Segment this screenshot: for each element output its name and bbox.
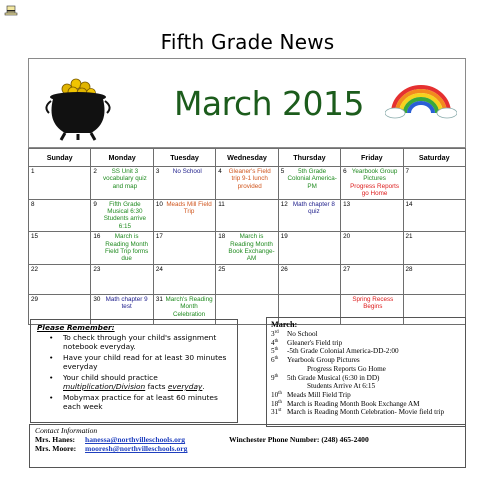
calendar-day-cell xyxy=(341,167,403,200)
contact-box xyxy=(29,424,466,468)
calendar-events xyxy=(165,201,213,216)
march-event-text: March is Reading Month Celebration- Movie field trip xyxy=(287,408,445,417)
day-header-saturday: Saturday xyxy=(403,149,465,167)
teacher-email-link[interactable]: mooresh@northvilleschools.org xyxy=(85,444,188,454)
march-event-text: 5th Grade Musical (6:30 in DD) xyxy=(287,373,380,382)
calendar-day-cell xyxy=(278,232,340,265)
march-event-day-suffix: th xyxy=(274,356,279,362)
day-number: 19 xyxy=(280,233,288,241)
calendar-cell-content xyxy=(406,201,463,208)
calendar-events xyxy=(411,168,463,175)
calendar-cell-content xyxy=(281,233,338,240)
day-header-friday: Friday xyxy=(341,149,403,167)
calendar-events xyxy=(37,201,89,208)
calendar-events xyxy=(224,168,276,190)
march-event-item xyxy=(271,347,461,356)
calendar-day-cell xyxy=(278,199,340,232)
calendar-events xyxy=(165,233,213,240)
calendar-cell-content xyxy=(156,168,213,175)
day-number: 11 xyxy=(218,200,225,208)
calendar-day-cell xyxy=(91,264,153,294)
march-event-item xyxy=(271,356,461,365)
march-event-item xyxy=(271,408,461,417)
march-event-day-suffix: st xyxy=(278,408,282,414)
day-number: 1 xyxy=(31,168,35,175)
calendar-event: 5th Grade Colonial America-PM xyxy=(287,168,337,190)
day-number: 13 xyxy=(343,200,351,208)
calendar-day-cell xyxy=(341,199,403,232)
calendar-events xyxy=(165,266,213,273)
calendar-day-cell xyxy=(91,199,153,232)
march-event-text: Gleaner's Field trip xyxy=(287,338,343,347)
day-number: 10 xyxy=(155,200,163,208)
day-header-tuesday: Tuesday xyxy=(153,149,215,167)
calendar-week-row xyxy=(29,264,466,294)
remember-item: • To check through your child's assignment notebook everyday. xyxy=(37,333,231,351)
day-number: 16 xyxy=(93,233,101,241)
calendar-day-cell xyxy=(216,199,278,232)
calendar-day-cell xyxy=(278,264,340,294)
march-event-day: 10 xyxy=(271,390,279,399)
day-number: 15 xyxy=(31,233,39,241)
calendar-cell-content xyxy=(31,296,88,303)
calendar-cell-content xyxy=(156,266,213,273)
calendar-day-cell xyxy=(153,199,215,232)
march-event-day-suffix: th xyxy=(274,347,279,353)
day-number: 6 xyxy=(343,168,347,175)
calendar-events xyxy=(227,201,276,208)
day-number: 28 xyxy=(405,265,413,273)
day-number: 25 xyxy=(218,265,226,273)
march-event-date xyxy=(271,391,287,400)
calendar-event: SS Unit 3 vocabulary quiz and map xyxy=(103,168,147,190)
calendar-events xyxy=(102,296,150,311)
calendar-event: Math chapter 9 test xyxy=(105,295,148,311)
newsletter-title: Fifth Grade News xyxy=(160,30,335,54)
day-number: 21 xyxy=(405,233,413,241)
remember-item-emphasis: multiplication/Division xyxy=(63,382,146,391)
day-number: 12 xyxy=(280,200,288,208)
calendar-day-cell xyxy=(29,167,91,200)
calendar-cell-content xyxy=(156,296,213,318)
day-number: 26 xyxy=(280,265,288,273)
calendar-events xyxy=(102,266,150,273)
calendar-events xyxy=(102,233,150,263)
calendar-event: Math chapter 8 quiz xyxy=(292,200,335,216)
calendar-events xyxy=(290,201,338,216)
march-event-date xyxy=(271,408,287,417)
calendar-cell-content xyxy=(31,266,88,273)
calendar-day-cell xyxy=(403,199,465,232)
please-remember-box xyxy=(30,319,238,423)
calendar-events xyxy=(352,233,400,240)
calendar-events xyxy=(415,201,463,208)
march-event-date xyxy=(271,347,287,356)
calendar-day-cell xyxy=(91,167,153,200)
calendar-cell-content xyxy=(93,266,150,273)
march-event-text: Yearbook Group Pictures xyxy=(287,356,360,365)
march-event-day: 18 xyxy=(271,399,279,408)
march-event-date xyxy=(271,374,287,383)
calendar-header-row xyxy=(29,149,466,167)
march-event-day: 5 xyxy=(271,347,275,356)
calendar-cell-content xyxy=(93,233,150,263)
calendar-body xyxy=(29,167,466,325)
leprechaun-hat-icon xyxy=(4,4,18,18)
calendar-events xyxy=(99,168,151,190)
day-header-wednesday: Wednesday xyxy=(216,149,278,167)
calendar-cell-content xyxy=(93,201,150,231)
calendar-day-cell xyxy=(403,167,465,200)
calendar-cell-content xyxy=(218,266,275,273)
calendar-cell-content xyxy=(31,168,88,175)
calendar-events xyxy=(40,296,88,303)
contact-row xyxy=(35,435,460,444)
calendar-week-row xyxy=(29,232,466,265)
calendar-events xyxy=(290,233,338,240)
march-event-day-suffix: rd xyxy=(274,330,279,335)
calendar-day-cell xyxy=(403,264,465,294)
rainbow-icon xyxy=(385,79,457,119)
day-number: 14 xyxy=(405,200,413,208)
month-banner xyxy=(28,58,466,148)
calendar-week-row xyxy=(29,199,466,232)
calendar-events xyxy=(290,266,338,273)
march-event-text: Meads Mill Field Trip xyxy=(287,390,351,399)
calendar-event: Spring Recess Begins xyxy=(352,295,394,311)
teacher-name: Mrs. Hanes: xyxy=(35,435,76,445)
calendar-event: March's Reading Month Celebration xyxy=(165,295,213,318)
march-events-list xyxy=(271,330,461,417)
day-number: 7 xyxy=(405,168,410,175)
march-event-day: 4 xyxy=(271,338,275,347)
contact-row xyxy=(35,444,460,453)
calendar-day-cell xyxy=(153,167,215,200)
calendar-day-cell xyxy=(29,199,91,232)
calendar-day-cell xyxy=(278,167,340,200)
teacher-email-link[interactable]: hanessa@northvilleschools.org xyxy=(85,435,186,445)
day-number: 30 xyxy=(93,295,101,303)
calendar-events xyxy=(352,266,400,273)
day-number: 29 xyxy=(31,295,39,303)
calendar-cell-content xyxy=(156,233,213,240)
march-events-box xyxy=(266,317,466,427)
school-phone: Winchester Phone Number: (248) 465-2400 xyxy=(229,435,369,445)
march-event-item xyxy=(271,365,461,374)
day-header-monday: Monday xyxy=(91,149,153,167)
march-events-title: March: xyxy=(271,320,298,329)
march-event-text: March is Reading Month Book Exchange AM xyxy=(287,399,420,408)
remember-item: • Mobymax practice for at least 60 minutes each week xyxy=(37,393,231,411)
contact-title: Contact Information xyxy=(35,426,98,435)
march-event-text: Students Arrive At 6:15 xyxy=(307,382,376,391)
remember-item-text: . xyxy=(202,382,205,391)
march-event-date xyxy=(271,330,287,339)
calendar-event: Fifth Grade Musical 6:30 Students arrive 6:15 xyxy=(103,200,147,230)
calendar-events xyxy=(352,201,400,208)
calendar-events xyxy=(37,168,89,175)
march-event-date xyxy=(271,339,287,348)
calendar-events xyxy=(161,168,213,175)
day-header-sunday: Sunday xyxy=(29,149,91,167)
calendar-events xyxy=(227,266,275,273)
day-number: 23 xyxy=(93,265,101,273)
please-remember-title: Please Remember: xyxy=(37,323,115,332)
march-event-day: 6 xyxy=(271,356,275,365)
calendar-cell-content xyxy=(406,233,463,240)
calendar-cell-content xyxy=(281,266,338,273)
march-event-day: 31 xyxy=(271,408,279,417)
calendar-day-cell xyxy=(91,232,153,265)
calendar-cell-content xyxy=(156,201,213,216)
calendar-cell-content xyxy=(31,233,88,240)
calendar-events xyxy=(40,233,88,240)
calendar-cell-content xyxy=(218,233,275,263)
calendar-events xyxy=(345,296,400,311)
calendar-day-cell xyxy=(153,232,215,265)
march-event-text: -5th Grade Colonial America-DD-2:00 xyxy=(287,347,399,356)
calendar-day-cell xyxy=(403,232,465,265)
calendar-grid xyxy=(28,148,466,325)
day-number: 2 xyxy=(93,168,97,175)
calendar-cell-content xyxy=(218,168,275,190)
calendar-event: March is Reading Month Book Exchange-AM xyxy=(228,233,275,263)
calendar-day-cell xyxy=(153,264,215,294)
calendar-events xyxy=(165,296,213,318)
day-number: 5 xyxy=(280,168,285,175)
day-number: 31 xyxy=(155,295,163,303)
calendar-day-cell xyxy=(216,167,278,200)
calendar-day-cell xyxy=(216,264,278,294)
remember-item xyxy=(37,373,231,391)
calendar-event: March is Reading Month Field Trip forms due xyxy=(104,233,149,263)
calendar-event: Progress Reports go Home xyxy=(350,182,400,198)
march-event-date xyxy=(271,356,287,365)
calendar-event: No School xyxy=(172,168,202,175)
march-event-item xyxy=(271,382,461,391)
calendar-cell-content xyxy=(343,168,400,198)
calendar-event: Yearbook Group Pictures xyxy=(351,168,398,183)
march-event-item xyxy=(271,374,461,383)
day-number: 18 xyxy=(218,233,226,241)
march-event-item xyxy=(271,330,461,339)
calendar-week-row xyxy=(29,167,466,200)
day-number: 17 xyxy=(155,233,163,241)
please-remember-list xyxy=(37,333,231,411)
day-number: 24 xyxy=(155,265,163,273)
march-event-day-suffix: th xyxy=(278,399,282,405)
calendar-event: Meads Mill Field Trip xyxy=(166,200,212,216)
teacher-name: Mrs. Moore: xyxy=(35,444,77,454)
remember-item-emphasis: everyday xyxy=(167,382,203,391)
calendar-cell-content xyxy=(31,201,88,208)
march-event-day: 9 xyxy=(271,373,275,382)
march-event-item xyxy=(271,400,461,409)
calendar-event: Gleaner's Field trip 9-1 lunch provided xyxy=(228,168,271,190)
calendar-cell-content xyxy=(218,201,275,208)
calendar-day-cell xyxy=(29,264,91,294)
calendar-cell-content xyxy=(281,201,338,216)
day-number: 20 xyxy=(343,233,351,241)
remember-item: • Have your child read for at least 30 minutes everyday xyxy=(37,353,231,371)
calendar-cell-content xyxy=(93,296,150,311)
month-title: March 2015 xyxy=(173,84,365,123)
calendar-cell-content xyxy=(343,296,400,311)
march-event-day: 3 xyxy=(271,330,275,338)
calendar-cell-content xyxy=(281,168,338,190)
calendar-events xyxy=(40,266,88,273)
march-event-day-suffix: th xyxy=(274,338,279,344)
calendar-day-cell xyxy=(341,232,403,265)
calendar-events xyxy=(415,233,463,240)
calendar-cell-content xyxy=(343,201,400,208)
day-number: 27 xyxy=(343,265,351,273)
calendar-events xyxy=(286,168,338,190)
march-event-text: No School xyxy=(287,330,318,338)
remember-item-text: facts xyxy=(145,382,168,391)
calendar-day-cell xyxy=(29,232,91,265)
calendar-events xyxy=(227,233,275,263)
calendar-cell-content xyxy=(406,266,463,273)
calendar-day-cell xyxy=(216,232,278,265)
calendar-events xyxy=(415,266,463,273)
calendar-cell-content xyxy=(343,233,400,240)
calendar-cell-content xyxy=(343,266,400,273)
calendar-events xyxy=(99,201,151,231)
remember-item-text: Your child should practice xyxy=(63,373,158,382)
calendar-events xyxy=(349,168,401,198)
day-header-thursday: Thursday xyxy=(278,149,340,167)
calendar-cell-content xyxy=(406,168,463,175)
pot-of-gold-icon xyxy=(45,71,111,141)
march-event-item xyxy=(271,391,461,400)
day-number: 22 xyxy=(31,265,39,273)
march-event-day-suffix: th xyxy=(274,373,279,379)
day-number: 8 xyxy=(31,200,35,208)
march-event-item xyxy=(271,339,461,348)
day-number: 9 xyxy=(93,200,97,208)
day-number: 4 xyxy=(218,168,222,175)
calendar-cell-content xyxy=(93,168,150,190)
day-number: 3 xyxy=(155,168,160,175)
march-event-text: Progress Reports Go Home xyxy=(307,364,386,373)
march-event-date xyxy=(271,400,287,409)
march-event-day-suffix: th xyxy=(278,390,282,396)
calendar-day-cell xyxy=(341,264,403,294)
